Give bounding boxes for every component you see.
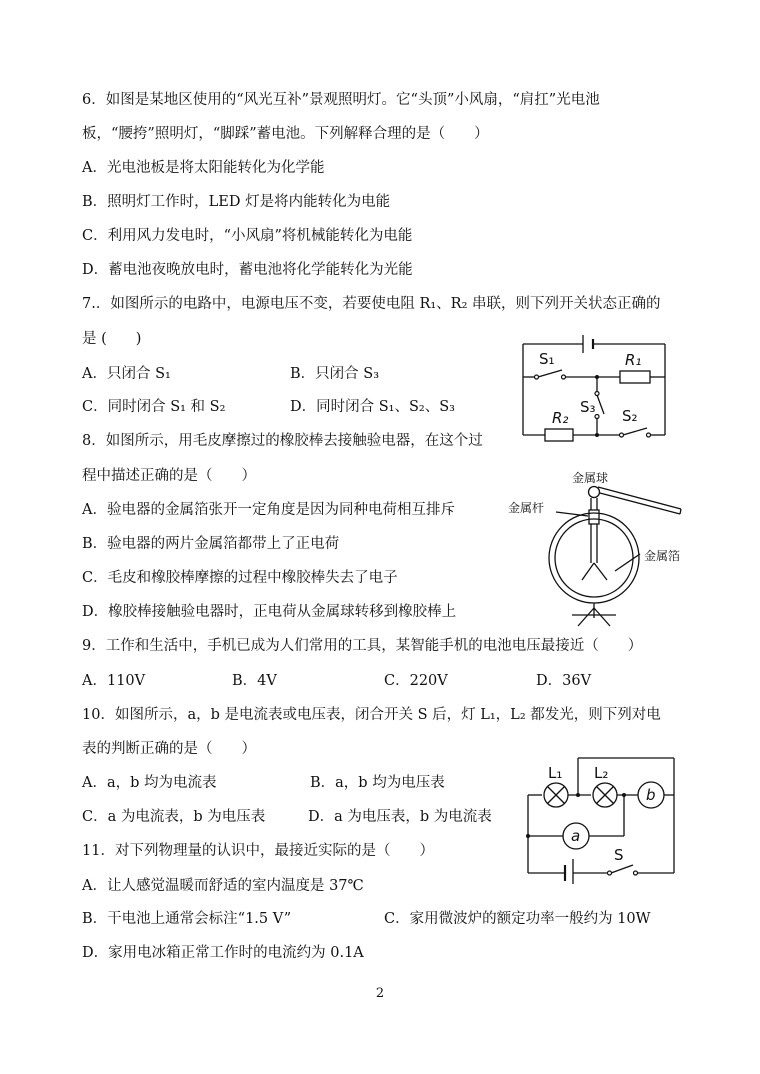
q6-option-d: D．蓄电池夜晚放电时，蓄电池将化学能转化为光能 — [82, 262, 413, 278]
q8-option-d: D．橡胶棒接触验电器时，正电荷从金属球转移到橡胶棒上 — [82, 604, 457, 620]
q8-option-c: C．毛皮和橡胶棒摩擦的过程中橡胶棒失去了电子 — [82, 570, 398, 586]
q8-label-foil: 金属箔 — [644, 549, 681, 563]
q7-label-r1: R₁ — [625, 351, 642, 369]
q10-option-b: B．a，b 均为电压表 — [310, 775, 445, 791]
q10-option-c: C．a 为电流表，b 为电压表 — [82, 809, 266, 825]
q7-stem-line1: 7.．如图所示的电路中，电源电压不变，若要使电阻 R₁、R₂ 串联，则下列开关状态正确的 — [82, 296, 661, 312]
q11-option-b: B．干电池上通常会标注“1.5 V” — [82, 911, 292, 927]
q9-option-b: B．4V — [232, 673, 277, 689]
q8-stem-line1: 8．如图所示，用毛皮摩擦过的橡胶棒去接触验电器，在这个过 — [82, 433, 483, 449]
q10-option-a: A．a，b 均为电流表 — [82, 775, 217, 791]
q10-option-d: D．a 为电压表，b 为电流表 — [308, 809, 492, 825]
q7-option-a: A．只闭合 S₁ — [82, 366, 171, 382]
q10-stem-line2: 表的判断正确的是（ ） — [82, 741, 256, 757]
q6-option-b: B．照明灯工作时，LED 灯是将内能转化为电能 — [82, 194, 391, 210]
q7-option-b: B．只闭合 S₃ — [290, 366, 380, 382]
q9-option-d: D．36V — [536, 673, 592, 689]
q8-label-ball: 金属球 — [572, 471, 609, 485]
q9-stem: 9．工作和生活中，手机已成为人们常用的工具，某智能手机的电池电压最接近（ ） — [82, 638, 643, 654]
q10-meter-a-label: a — [571, 827, 581, 845]
q10-meter-b-label: b — [646, 786, 656, 804]
q11-option-a: A．让人感觉温暖而舒适的室内温度是 37℃ — [82, 878, 364, 894]
q11-stem: 11．对下列物理量的认识中，最接近实际的是（ ） — [82, 843, 434, 859]
q6-stem-line1: 6．如图是某地区使用的“风光互补”景观照明灯。它“头顶”小风扇，“肩扛”光电池 — [82, 92, 600, 108]
q10-label-l1: L₁ — [548, 764, 563, 782]
q10-label-s: S — [614, 846, 624, 864]
q10-label-l2: L₂ — [594, 764, 609, 782]
q6-option-a: A．光电池板是将太阳能转化为化学能 — [82, 160, 325, 176]
q11-option-d: D．家用电冰箱正常工作时的电流约为 0.1A — [82, 945, 364, 961]
page-number: 2 — [375, 986, 385, 1001]
q7-circuit-diagram — [515, 330, 675, 445]
q6-stem-line2: 板，“腰挎”照明灯，“脚踩”蓄电池。下列解释合理的是（ ） — [82, 126, 489, 142]
q10-circuit-diagram — [520, 752, 682, 884]
q9-option-c: C．220V — [384, 673, 448, 689]
q9-option-a: A．110V — [82, 673, 146, 689]
q10-stem-line1: 10．如图所示，a，b 是电流表或电压表，闭合开关 S 后，灯 L₁，L₂ 都发光，则下列对电 — [82, 707, 661, 723]
q7-stem-line2: 是 ( ) — [82, 331, 142, 347]
q6-option-c: C．利用风力发电时，“小风扇”将机械能转化为电能 — [82, 228, 413, 244]
q8-label-rod: 金属杆 — [508, 501, 545, 515]
q8-stem-line2: 程中描述正确的是（ ） — [82, 468, 256, 484]
q7-label-s1: S₁ — [539, 350, 555, 368]
q11-option-c: C．家用微波炉的额定功率一般约为 10W — [384, 911, 651, 927]
q8-option-b: B．验电器的两片金属箔都带上了正电荷 — [82, 536, 340, 552]
q7-label-s3: S₃ — [580, 398, 596, 416]
q7-option-c: C．同时闭合 S₁ 和 S₂ — [82, 399, 226, 415]
q7-label-s2: S₂ — [622, 407, 638, 425]
q7-label-r2: R₂ — [552, 409, 569, 427]
q7-option-d: D．同时闭合 S₁、S₂、S₃ — [290, 399, 455, 415]
q8-electroscope-diagram — [500, 468, 690, 630]
q8-option-a: A．验电器的金属箔张开一定角度是因为同种电荷相互排斥 — [82, 502, 455, 518]
